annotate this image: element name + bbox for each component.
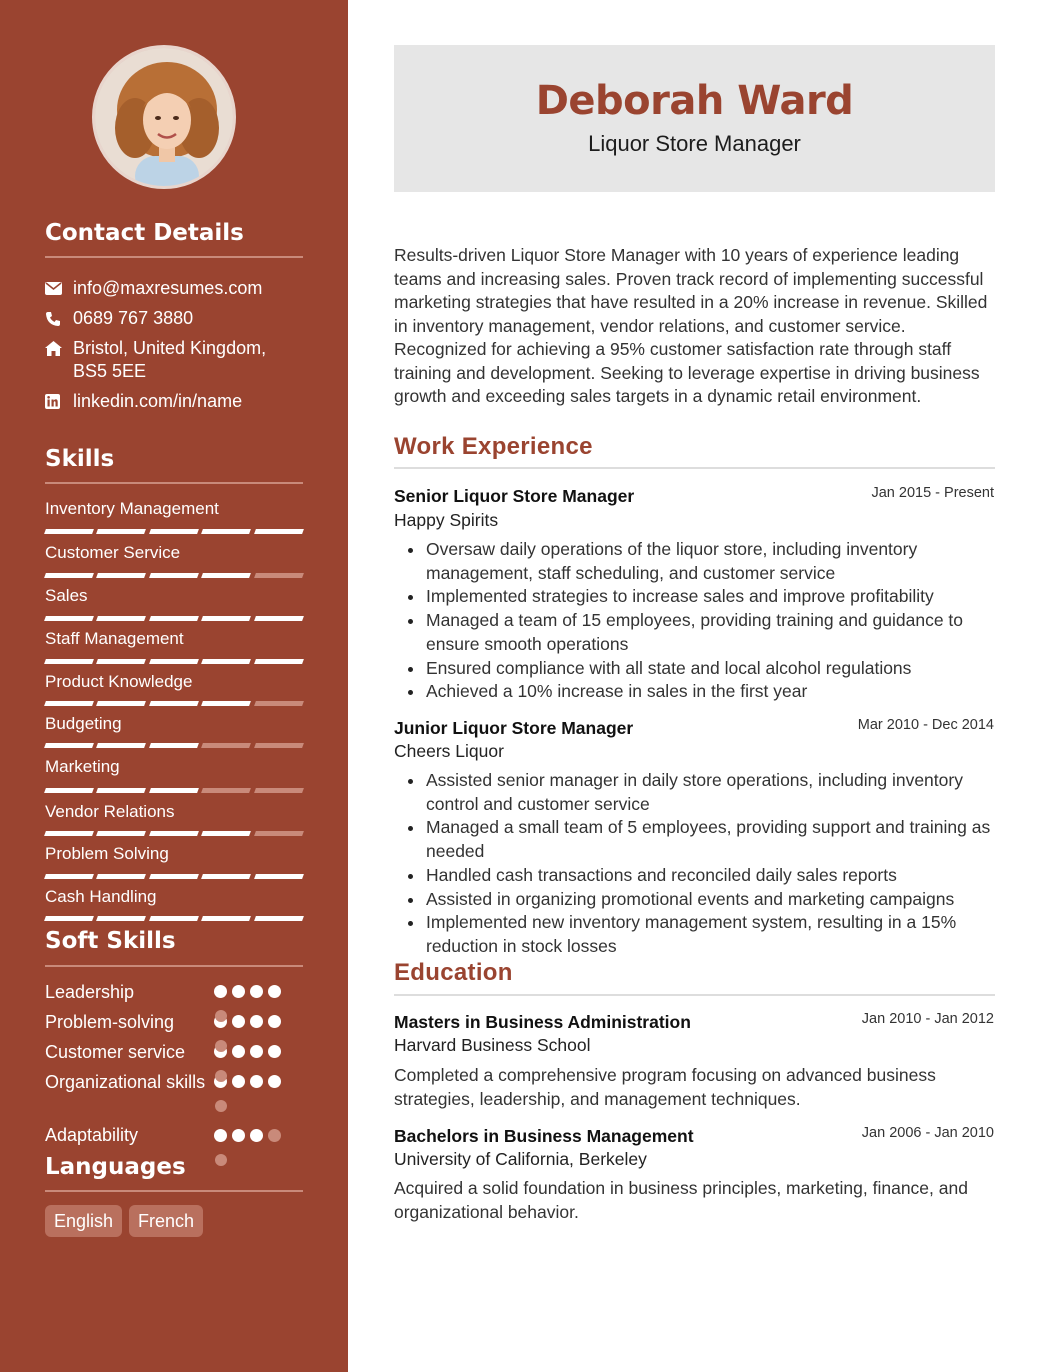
- rating-dot: [250, 1129, 263, 1142]
- skill-name: Marketing: [45, 757, 120, 776]
- soft-skill-name: Leadership: [45, 982, 135, 1002]
- rating-dot: [215, 1100, 227, 1112]
- skill-level-bar: [45, 831, 303, 836]
- avatar: [92, 45, 236, 189]
- contact-divider: [45, 256, 303, 258]
- job-company: Cheers Liquor: [394, 741, 504, 761]
- skill-level-segment: [44, 616, 94, 621]
- skill-level-segment: [149, 788, 199, 793]
- job-title: Junior Liquor Store Manager: [394, 718, 634, 738]
- list-item: Implemented strategies to increase sales and improve profitability: [394, 585, 994, 609]
- skill-level-bar: [45, 616, 303, 621]
- contact-linkedin-text: linkedin.com/in/name: [73, 391, 243, 411]
- list-item: Achieved a 10% increase in sales in the first year: [394, 680, 994, 704]
- degree-title: Bachelors in Business Management: [394, 1126, 694, 1146]
- candidate-title: Liquor Store Manager: [588, 131, 801, 156]
- soft-skills-heading: Soft Skills: [45, 928, 176, 954]
- skill-level-segment: [201, 743, 251, 748]
- skill-level-segment: [201, 573, 251, 578]
- skill-level-segment: [96, 874, 146, 879]
- phone-icon: [45, 307, 73, 330]
- skill-level-segment: [149, 743, 199, 748]
- skill-level-segment: [201, 529, 251, 534]
- experience-divider: [394, 467, 995, 469]
- skill-level-bar: [45, 788, 303, 793]
- skill-level-segment: [96, 529, 146, 534]
- skill-name: Problem Solving: [45, 844, 169, 863]
- skill-level-segment: [96, 659, 146, 664]
- soft-skill-rating: [214, 985, 281, 998]
- rating-dot: [250, 1045, 263, 1058]
- rating-dot: [232, 985, 245, 998]
- skill-level-segment: [44, 831, 94, 836]
- skill-level-bar: [45, 874, 303, 879]
- skill-level-bar: [45, 701, 303, 706]
- rating-dot: [215, 1070, 227, 1082]
- skill-level-bar: [45, 659, 303, 664]
- skills-heading: Skills: [45, 446, 115, 472]
- language-chip: English: [45, 1205, 122, 1237]
- rating-dot: [268, 1129, 281, 1142]
- skill-level-segment: [201, 874, 251, 879]
- skill-level-segment: [96, 831, 146, 836]
- skill-level-segment: [44, 659, 94, 664]
- job-dates: Mar 2010 - Dec 2014: [857, 717, 994, 733]
- skill-level-segment: [44, 701, 94, 706]
- degree-description: Acquired a solid foundation in business principles, marketing, finance, and organizational behavior.: [394, 1178, 968, 1222]
- skill-level-segment: [254, 529, 304, 534]
- linkedin-icon: [45, 390, 73, 413]
- skill-level-segment: [254, 788, 304, 793]
- skill-level-segment: [149, 529, 199, 534]
- skill-level-segment: [254, 874, 304, 879]
- skill-level-segment: [254, 831, 304, 836]
- skill-level-segment: [96, 701, 146, 706]
- envelope-icon: [45, 277, 73, 300]
- skill-level-segment: [44, 529, 94, 534]
- skill-level-segment: [254, 616, 304, 621]
- degree-dates: Jan 2010 - Jan 2012: [861, 1011, 994, 1027]
- skill-name: Inventory Management: [45, 499, 219, 518]
- skill-level-segment: [149, 616, 199, 621]
- job-title: Senior Liquor Store Manager: [394, 486, 635, 506]
- rating-dot: [250, 1015, 263, 1028]
- soft-skill-name: Problem-solving: [45, 1012, 175, 1032]
- skill-level-segment: [44, 743, 94, 748]
- skill-level-segment: [201, 659, 251, 664]
- skill-level-bar: [45, 743, 303, 748]
- contact-phone-text: 0689 767 3880: [73, 308, 194, 328]
- contact-address: [45, 337, 305, 383]
- rating-dot: [232, 1045, 245, 1058]
- skill-level-segment: [201, 916, 251, 921]
- rating-dot: [232, 1129, 245, 1142]
- skill-level-segment: [44, 916, 94, 921]
- skill-level-segment: [254, 659, 304, 664]
- list-item: Assisted senior manager in daily store operations, including inventory control and customer service: [394, 769, 994, 816]
- contact-linkedin[interactable]: [45, 390, 305, 413]
- degree-dates: Jan 2006 - Jan 2010: [861, 1125, 994, 1141]
- home-icon: [45, 337, 73, 360]
- skill-level-segment: [96, 616, 146, 621]
- languages-divider: [45, 1190, 303, 1192]
- skill-level-segment: [96, 788, 146, 793]
- skill-level-segment: [149, 701, 199, 706]
- contact-heading: Contact Details: [45, 220, 244, 246]
- skill-level-bar: [45, 916, 303, 921]
- list-item: Implemented new inventory management system, resulting in a 15% reduction in stock losses: [394, 911, 994, 958]
- contact-email-text: info@maxresumes.com: [73, 278, 263, 298]
- skill-level-segment: [44, 573, 94, 578]
- soft-skill-rating: [214, 1129, 281, 1142]
- education-divider: [394, 994, 995, 996]
- skill-level-bar: [45, 529, 303, 534]
- skill-name: Product Knowledge: [45, 672, 193, 691]
- skill-level-segment: [201, 788, 251, 793]
- profile-photo: [95, 48, 236, 189]
- list-item: Ensured compliance with all state and local alcohol regulations: [394, 657, 994, 681]
- skill-level-segment: [254, 743, 304, 748]
- degree-title: Masters in Business Administration: [394, 1012, 691, 1032]
- rating-dot: [250, 985, 263, 998]
- rating-dot: [268, 1045, 281, 1058]
- rating-dot: [268, 985, 281, 998]
- school-name: Harvard Business School: [394, 1035, 591, 1055]
- soft-skill-name: Customer service: [45, 1042, 186, 1062]
- education-heading: Education: [394, 959, 513, 986]
- list-item: Managed a team of 15 employees, providing training and guidance to ensure smooth operations: [394, 609, 994, 656]
- skill-level-segment: [201, 831, 251, 836]
- school-name: University of California, Berkeley: [394, 1149, 647, 1169]
- skill-level-segment: [201, 616, 251, 621]
- rating-dot: [214, 985, 227, 998]
- skill-level-segment: [96, 573, 146, 578]
- job-bullets: [394, 769, 994, 959]
- skill-level-segment: [149, 659, 199, 664]
- skill-level-segment: [149, 573, 199, 578]
- soft-skill-name: Adaptability: [45, 1125, 139, 1145]
- rating-dot: [232, 1015, 245, 1028]
- resume-header: [394, 45, 995, 192]
- skill-level-segment: [149, 916, 199, 921]
- job-company: Happy Spirits: [394, 510, 499, 530]
- rating-dot: [268, 1015, 281, 1028]
- language-chip: French: [129, 1205, 203, 1237]
- skill-name: Customer Service: [45, 543, 181, 562]
- skill-level-segment: [96, 916, 146, 921]
- skill-level-segment: [201, 701, 251, 706]
- rating-dot: [215, 1010, 227, 1022]
- skill-name: Budgeting: [45, 714, 122, 733]
- job-dates: Jan 2015 - Present: [871, 485, 994, 501]
- skill-level-segment: [149, 874, 199, 879]
- skill-level-segment: [254, 916, 304, 921]
- contact-phone[interactable]: [45, 307, 305, 330]
- rating-dot: [250, 1075, 263, 1088]
- list-item: Handled cash transactions and reconciled daily sales reports: [394, 864, 994, 888]
- contact-address-text: Bristol, United Kingdom, BS5 5EE: [73, 338, 267, 381]
- rating-dot: [268, 1075, 281, 1088]
- rating-dot: [215, 1154, 227, 1166]
- skills-divider: [45, 482, 303, 484]
- list-item: Assisted in organizing promotional events and marketing campaigns: [394, 888, 994, 912]
- list-item: Oversaw daily operations of the liquor store, including inventory management, staff scheduling, and customer service: [394, 538, 994, 585]
- contact-email[interactable]: [45, 277, 305, 300]
- soft-skills-divider: [45, 965, 303, 967]
- skill-name: Staff Management: [45, 629, 184, 648]
- skill-level-segment: [149, 831, 199, 836]
- experience-heading: Work Experience: [394, 433, 593, 460]
- candidate-name: Deborah Ward: [535, 78, 854, 124]
- skill-name: Cash Handling: [45, 887, 157, 906]
- soft-skill-name: Organizational skills: [45, 1072, 206, 1092]
- list-item: Managed a small team of 5 employees, providing support and training as needed: [394, 816, 994, 863]
- skill-level-segment: [44, 788, 94, 793]
- skill-level-segment: [96, 743, 146, 748]
- sidebar: [0, 0, 348, 1372]
- skill-level-bar: [45, 573, 303, 578]
- skill-name: Sales: [45, 586, 88, 605]
- skill-level-segment: [44, 874, 94, 879]
- rating-dot: [232, 1075, 245, 1088]
- skill-level-segment: [254, 573, 304, 578]
- profile-summary: Results-driven Liquor Store Manager with 10 years of experience leading teams and increasing sales. Proven track record of implementing successful marketing strategies that have resulted in a 20% increase in revenue. Skilled in inventory management, vendor relations, and customer service. Recognized for achieving a 95% customer satisfaction rate through staff training and development. Seeking to leverage expertise in driving business growth and exceeding sales targets in a dynamic retail environment.: [394, 245, 988, 406]
- job-bullets: [394, 538, 994, 704]
- degree-description: Completed a comprehensive program focusing on advanced business strategies, leadership, and management techniques.: [394, 1065, 936, 1109]
- skill-name: Vendor Relations: [45, 802, 175, 821]
- skill-level-segment: [254, 701, 304, 706]
- rating-dot: [215, 1040, 227, 1052]
- languages-heading: Languages: [45, 1154, 186, 1180]
- rating-dot: [214, 1129, 227, 1142]
